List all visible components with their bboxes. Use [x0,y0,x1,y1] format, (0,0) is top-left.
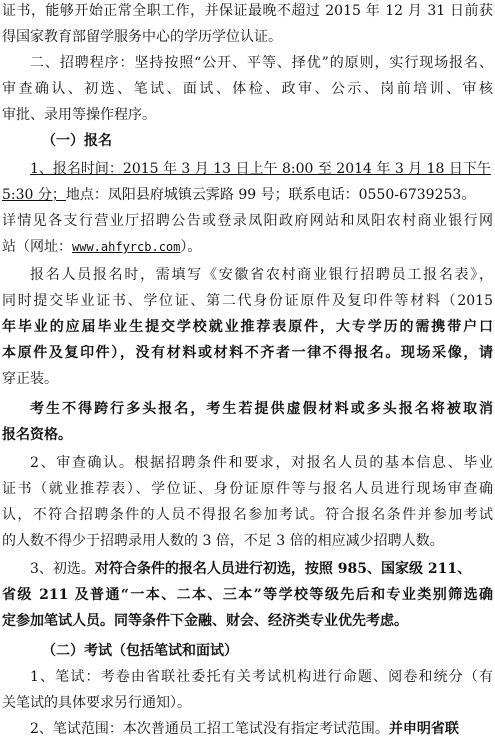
website-link[interactable]: www.ahfyrcb.com [72,240,181,254]
exam-scope-statement: 并申明省联 [388,721,459,737]
registration-location: 地点：凤阳县府城镇云霁路 99 号；联系电话：0550-6739253。 [65,187,476,203]
paragraph-line: 审批、录用等操作程序。 [2,107,156,123]
paragraph-line: 详情见各支行营业厅招聘公告或登录凤阳政府网站和凤阳农村商业银行网 [2,213,493,229]
preliminary-selection-text: 对符合条件的报名人员进行初选，按照 985、国家级 211、 [94,561,472,577]
preliminary-selection-line [30,558,493,580]
paragraph-line-bold: 本原件及复印件），没有材料或材料不齐者一律不得报名。现场采像，请 [2,345,493,361]
paragraph-line: 认，不符合招聘条件的人员不得报名参加考试。符合报名条件并参加考试 [2,507,493,523]
registration-time-line [30,158,493,180]
paragraph-line-bold: 省级 211 及普通“一本、二本、三本”等学校等级先后和专业类别筛选确 [2,587,493,603]
registration-time: 1、报名时间：2015 年 3 月 13 日上午 8:00 至 2014 年 3 月 18 日下午 [30,161,491,177]
registration-location-line [2,184,493,206]
paragraph-line: 同时提交毕业证书、学位证、第二代身份证原件及复印件等材料（2015 [2,293,493,309]
exam-scope-line [30,718,493,740]
paragraph-line: 证书，能够开始正常全职工作，并保证最晚不超过 2015 年 12 月 31 日前获 [2,3,493,19]
paragraph-line: 证书（就业推荐表）、学位证、身份证原件等与报名人员进行现场审查确 [2,481,493,497]
website-suffix: ）。 [180,239,202,255]
paragraph-line: 报名人员报名时，需填写《安徽省农村商业银行招聘员工报名表》， [30,267,493,283]
section-heading-recruitment-procedure: 二、招聘程序：坚持按照“公开、平等、择优”的原则，实行现场报名、 [30,55,493,71]
paragraph-line: 的人数不得少于招聘录用人数的 3 倍，不足 3 倍的相应减少招聘人数。 [2,533,444,549]
paragraph-line: 穿正装。 [2,371,58,387]
subsection-heading-registration: （一）报名 [42,133,112,149]
subsection-heading-exam: （二）考试（包括笔试和面试） [42,643,238,659]
website-line [2,236,493,258]
preliminary-selection-label: 3、初选。 [30,561,95,577]
warning-line: 考生不得跨行多头报名，考生若提供虚假材料或多头报名将被取消 [30,401,493,417]
paragraph-line: 审查确认、初选、笔试、面试、体检、政审、公示、岗前培训、审核 [2,81,493,97]
written-exam-line: 1、笔试：考卷由省联社委托有关考试机构进行命题、阅卷和统分（有 [30,669,493,685]
warning-line: 报名资格。 [2,427,72,443]
website-prefix: 站（网址： [2,239,72,255]
paragraph-line: 得国家教育部留学服务中心的学历学位认证。 [2,29,282,45]
paragraph-line [2,342,493,364]
review-confirmation-line: 2、审查确认。根据招聘条件和要求，对报名人员的基本信息、毕业 [30,455,493,471]
paragraph-line-bold: 年毕业的应届毕业生提交学校就业推荐表原件，大专学历的需携带户口 [2,319,493,335]
paragraph-line: 关笔试的具体要求另行通知）。 [2,695,191,711]
paragraph-line-bold: 定参加笔试人员。同等条件下金融、财会、经济类专业优先考虑。 [2,613,408,629]
exam-scope-text: 2、笔试范围：本次普通员工招工笔试没有指定考试范围。 [30,721,389,737]
registration-time-end: 5:30 分； [2,187,66,203]
